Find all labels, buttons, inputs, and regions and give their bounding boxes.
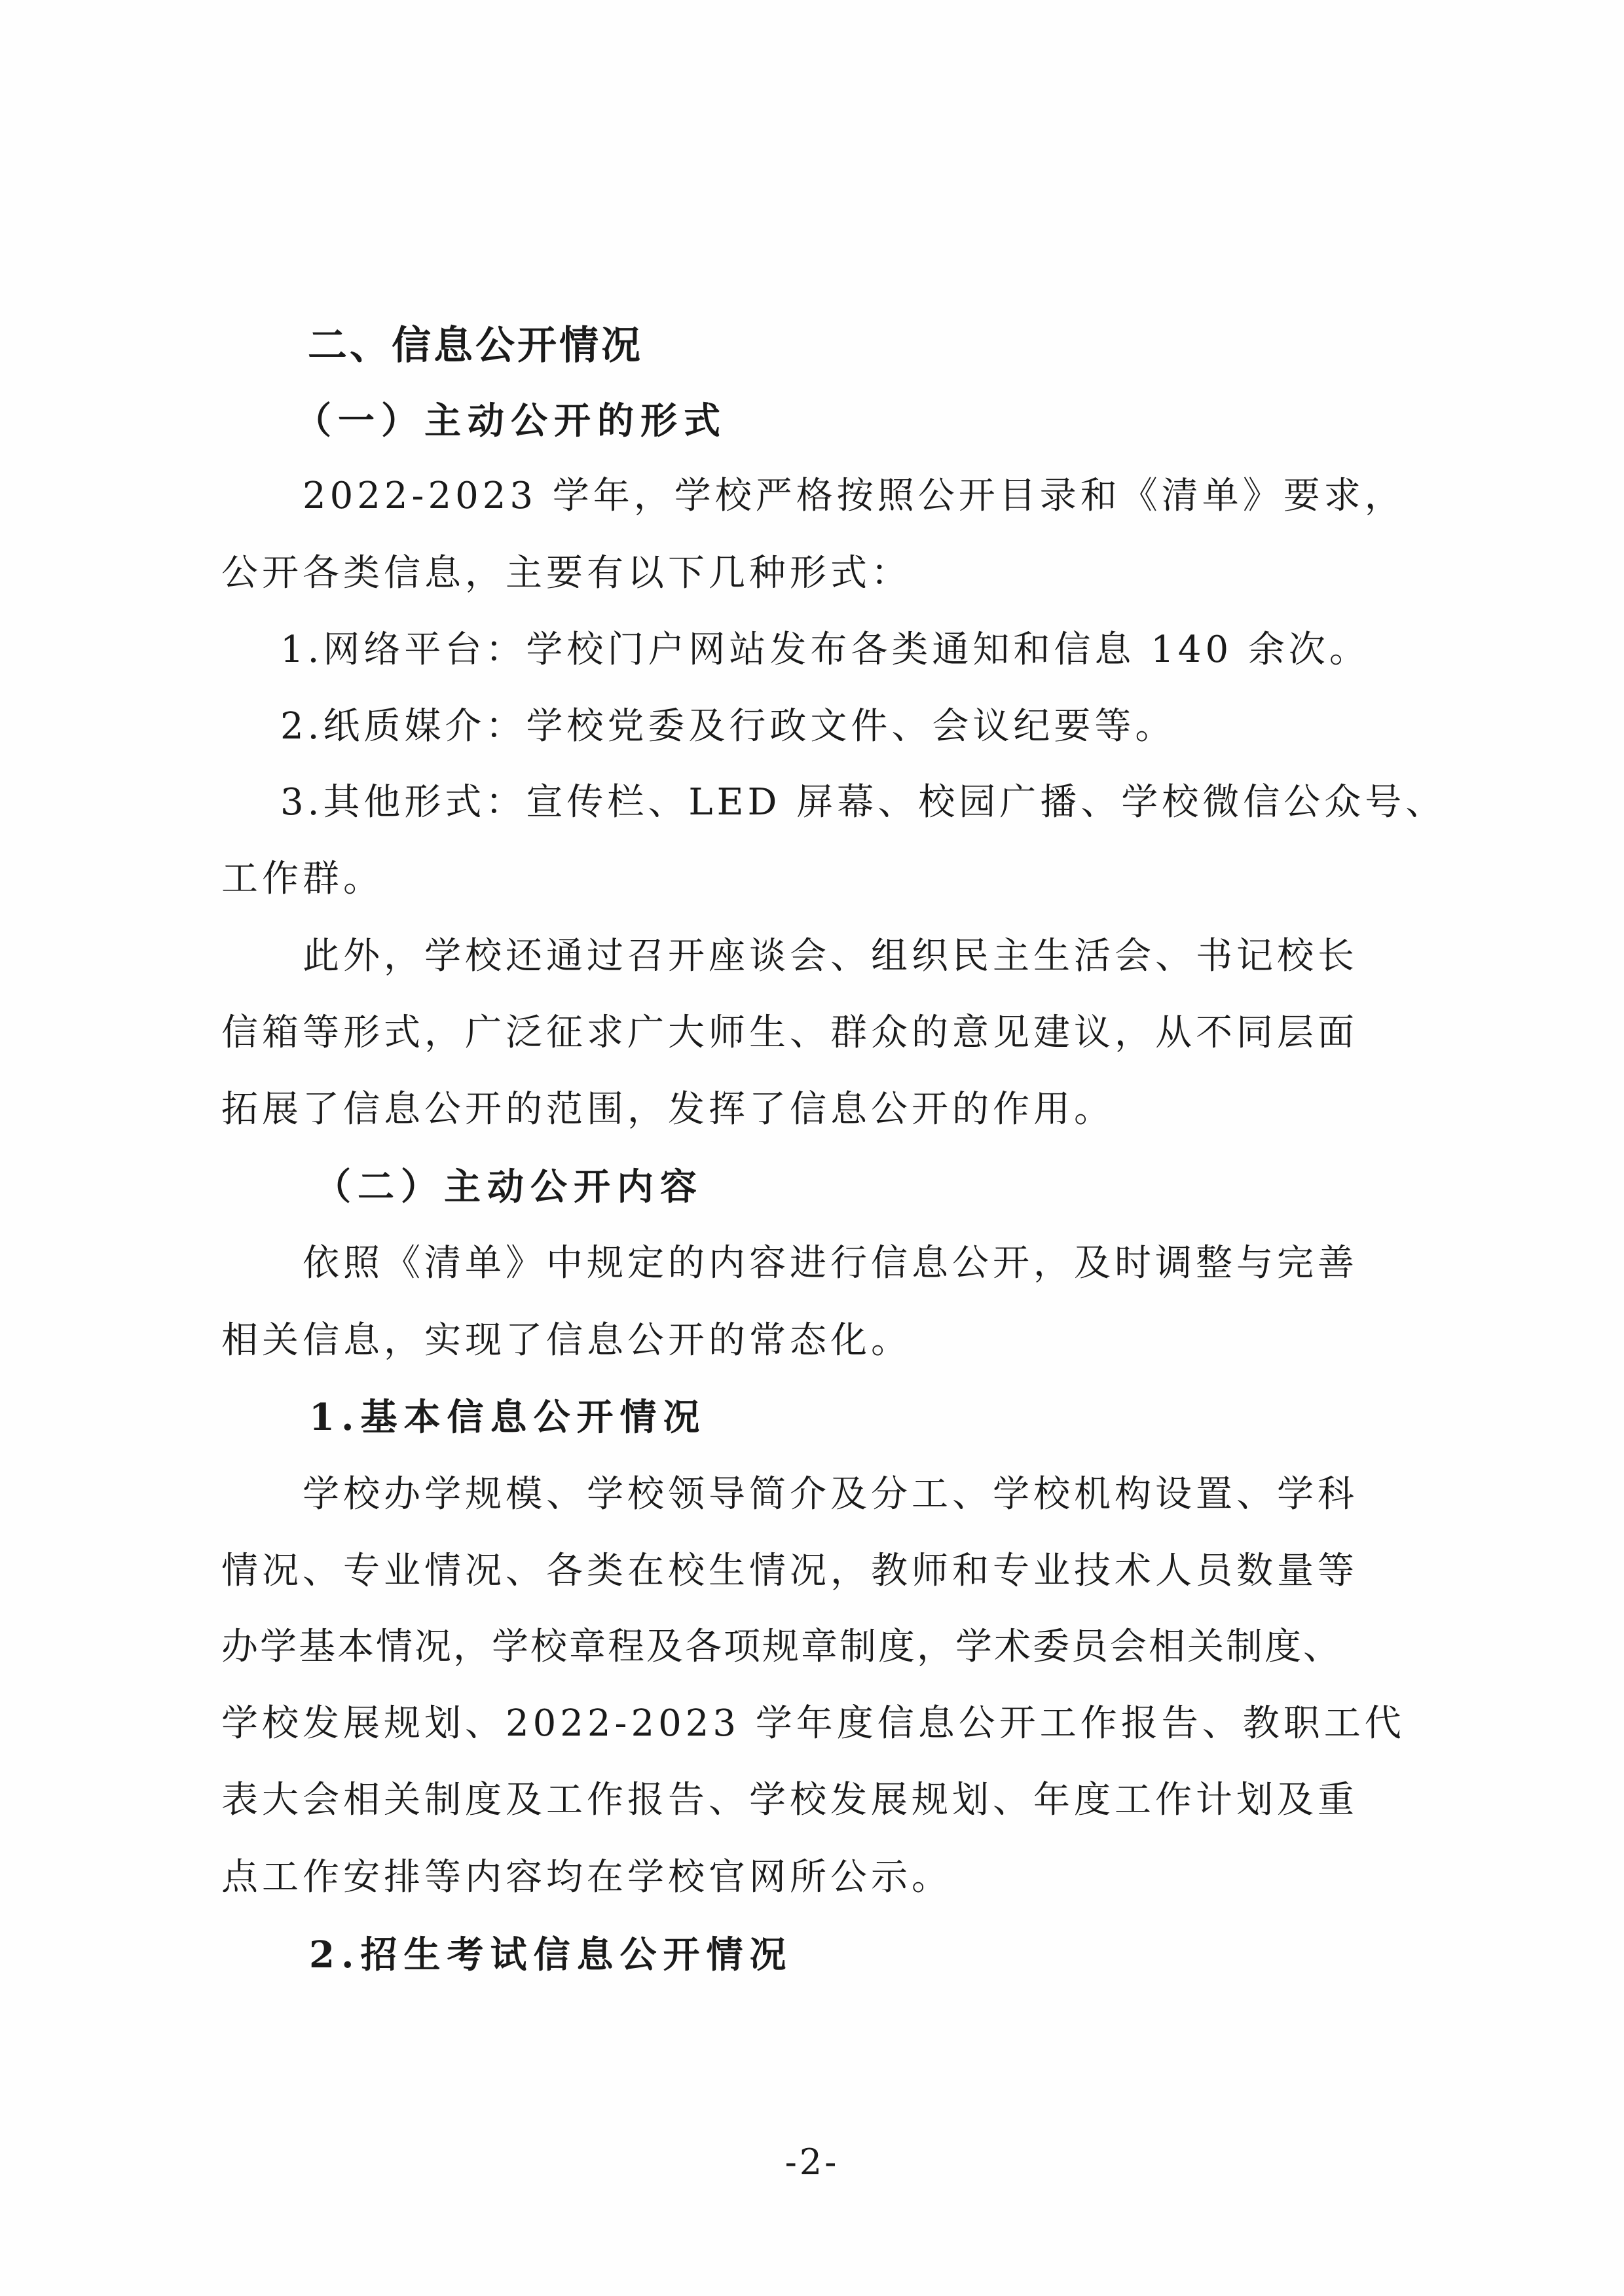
subsection-title-2: （二）主动公开内容 (314, 1165, 703, 1209)
paragraph-2-line-1: 此外，学校还通过召开座谈会、组织民主生活会、书记校长 (303, 935, 1358, 977)
form-item-2: 2.纸质媒介：学校党委及行政文件、会议纪要等。 (280, 705, 1176, 748)
basic-info-heading: 1.基本信息公开情况 (309, 1396, 707, 1439)
paragraph-4-line-3: 办学基本情况，学校章程及各项规章制度，学术委员会相关制度、 (221, 1626, 1342, 1668)
section-title: 二、信息公开情况 (308, 323, 643, 369)
subsection-title-1: （一）主动公开的形式 (295, 399, 727, 443)
paragraph-1-line-1: 2022-2023 学年，学校严格按照公开目录和《清单》要求， (303, 475, 1405, 517)
paragraph-2-line-2: 信箱等形式，广泛征求广大师生、群众的意见建议，从不同层面 (221, 1011, 1358, 1054)
paragraph-4-line-5: 表大会相关制度及工作报告、学校发展规划、年度工作计划及重 (221, 1779, 1358, 1821)
form-item-3-line-2: 工作群。 (221, 858, 384, 900)
paragraph-2-line-3: 拓展了信息公开的范围，发挥了信息公开的作用。 (221, 1088, 1115, 1131)
paragraph-4-line-4: 学校发展规划、2022-2023 学年度信息公开工作报告、教职工代 (221, 1702, 1405, 1745)
page-number: -2- (784, 2141, 840, 2183)
paragraph-4-line-2: 情况、专业情况、各类在校生情况，教师和专业技术人员数量等 (221, 1550, 1358, 1592)
paragraph-3-line-1: 依照《清单》中规定的内容进行信息公开，及时调整与完善 (303, 1242, 1358, 1285)
form-item-3-line-1: 3.其他形式：宣传栏、LED 屏幕、校园广播、学校微信公众号、 (280, 781, 1447, 824)
paragraph-3-line-2: 相关信息，实现了信息公开的常态化。 (221, 1319, 912, 1362)
paragraph-4-line-1: 学校办学规模、学校领导简介及分工、学校机构设置、学科 (303, 1473, 1358, 1516)
paragraph-4-line-6: 点工作安排等内容均在学校官网所公示。 (221, 1856, 952, 1899)
form-item-1: 1.网络平台：学校门户网站发布各类通知和信息 140 余次。 (280, 629, 1370, 671)
admission-info-heading: 2.招生考试信息公开情况 (309, 1933, 793, 1977)
paragraph-1-line-2: 公开各类信息，主要有以下几种形式： (221, 552, 912, 594)
